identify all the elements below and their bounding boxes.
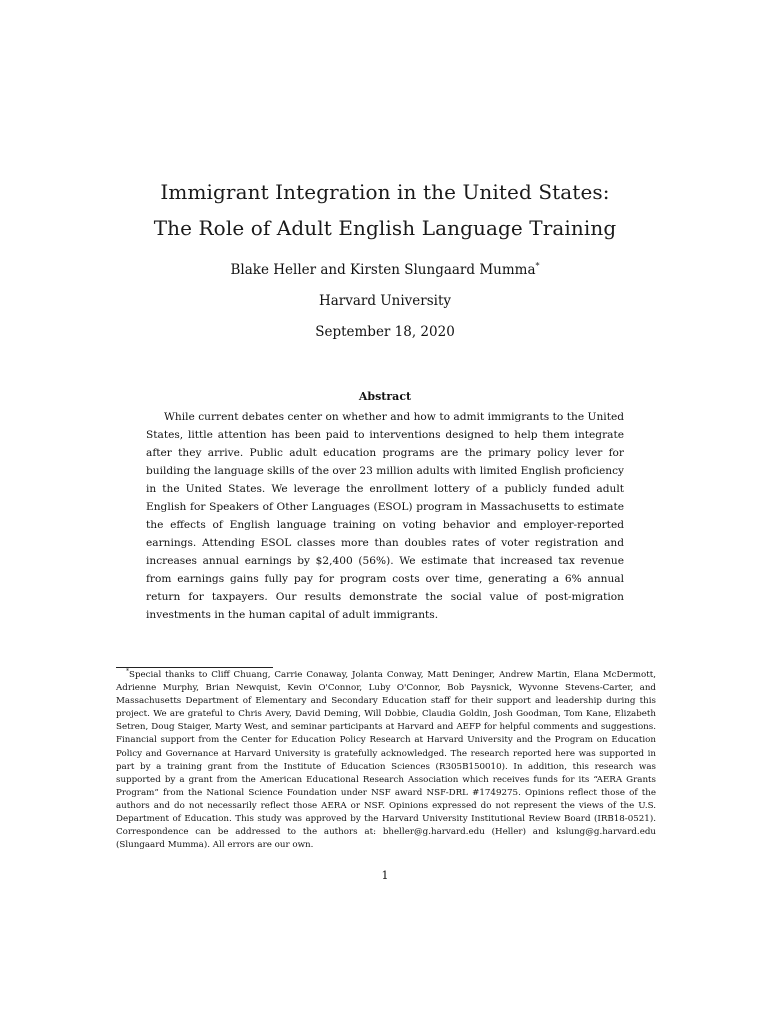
acknowledgement-footnote [116,669,656,852]
footnote-text: Special thanks to Cliff Chuang, Carrie Conaway, Jolanta Conway, Matt Deninger, Andrew Martin, Elana McDermott, Adrienne Murphy, Brian Newquist, Kevin O'Connor, Luby O'Connor, Bob Paysnick, Wyvonne Stevens-Carter, and Massachusetts Department of Elementary and Secondary Education staff for their support and leadership during this project. We are grateful to Chris Avery, David Deming, Will Dobbie, Claudia Goldin, Josh Goodman, Tom Kane, Elizabeth Setren, Doug Staiger, Marty West, and seminar participants at Harvard and AEFP for helpful comments and suggestions. Financial support from the Center for Education Policy Research at Harvard University and the Program on Education Policy and Governance at Harvard University is gratefully acknowledged. The research reported here was supported in part by a training grant from the Institute of Education Sciences (R305B150010). In addition, this research was supported by a grant from the American Educational Research Association which receives funds for its “AERA Grants Program” from the National Science Foundation under NSF award NSF-DRL #1749275. Opinions reflect those of the authors and do not necessarily reflect those AERA or NSF. Opinions expressed do not represent the views of the U.S. Department of Education. This study was approved by the Harvard University Institutional Review Board (IRB18-0521). Correspondence can be addressed to the authors at: bheller@g.harvard.edu (Heller) and kslung@g.harvard.edu (Slungaard Mumma). All errors are our own. [116,670,656,851]
author-footnote-mark: * [535,261,540,271]
author-line [0,261,770,279]
title-line-2: The Role of Adult English Language Training [153,216,617,240]
affiliation: Harvard University [318,293,452,309]
abstract-text: While current debates center on whether and how to admit immigrants to the United States, little attention has been paid to interventions designed to help them integrate after they arrive. Public adult education programs are the primary policy lever for building the language skills of the over 23 million adults with limited English proficiency in the United States. We leverage the enrollment lottery of a publicly funded adult English for Speakers of Other Languages (ESOL) program in Massachusetts to estimate the effects of English language training on voting behavior and employer-reported earnings. Attending ESOL classes more than doubles rates of voter registration and increases annual earnings by $2,400 (56%). We estimate that increased tax revenue from earnings gains fully pay for program costs over time, generating a 6% annual return for taxpayers. Our results demonstrate the social value of post-migration investments in the human capital of adult immigrants. [146,411,624,621]
footnote-mark: * [126,668,129,676]
page-number: 1 [381,869,389,882]
footnote-divider [116,667,273,668]
paper-title [0,174,770,246]
publication-date: September 18, 2020 [315,324,455,340]
author-names: Blake Heller and Kirsten Slungaard Mumma [230,262,536,278]
title-line-1: Immigrant Integration in the United States: [160,180,610,204]
abstract-heading: Abstract [358,390,412,403]
